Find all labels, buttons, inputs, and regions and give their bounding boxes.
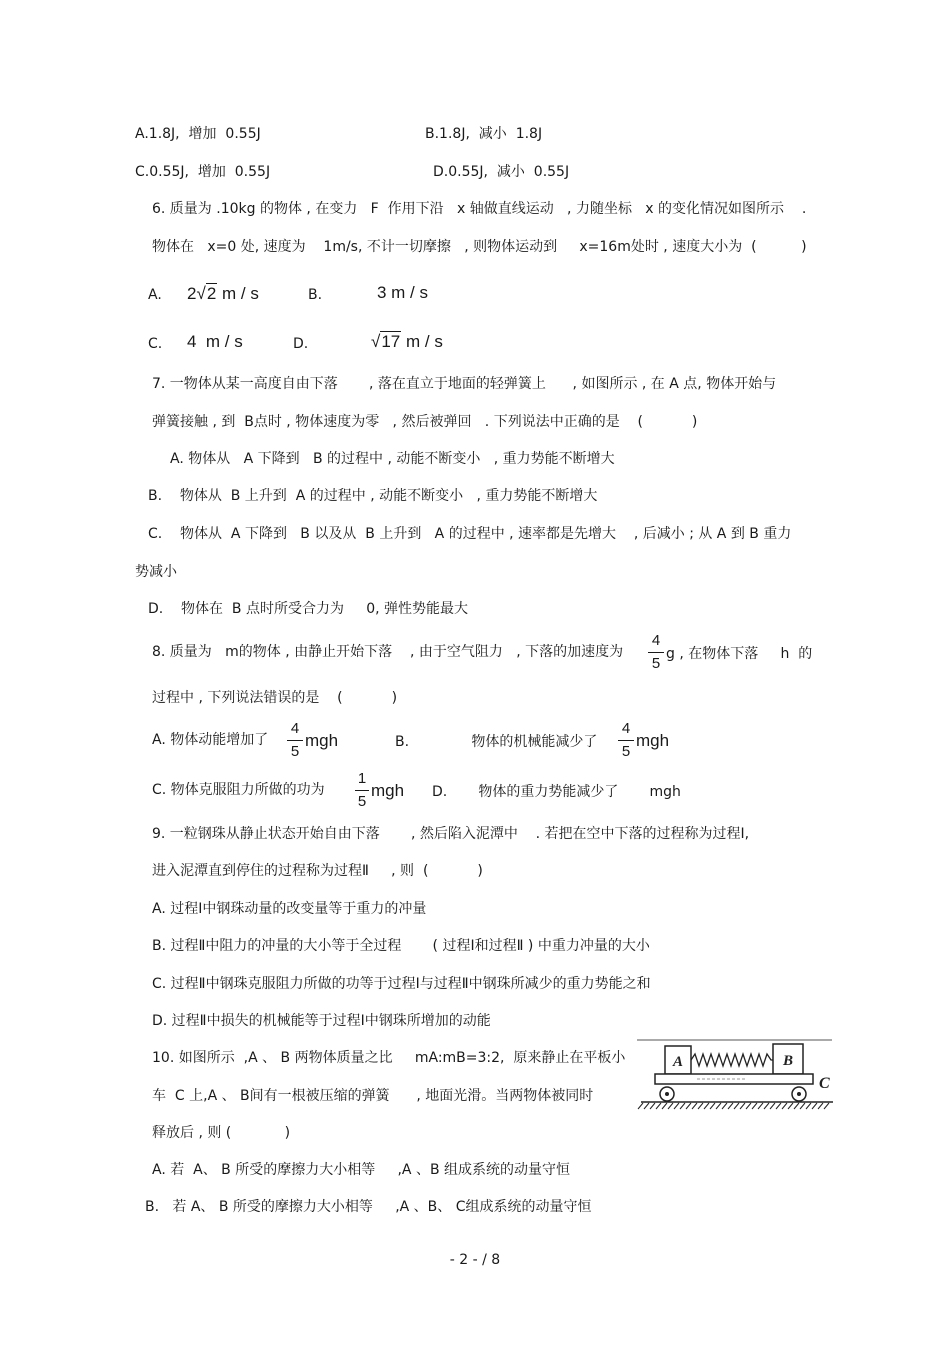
hatch-line [638,1103,643,1109]
q8-accel-fraction [648,632,664,673]
block-a-label: A [672,1054,684,1070]
hatch-line [788,1103,793,1109]
q6-option-a-radicand: 2 [206,284,217,303]
fraction-denominator: 5 [290,743,300,760]
q8-option-c-text: C. 物体克服阻力所做的功为 [152,782,325,798]
q6-option-b-value: 3 m / s [377,283,429,302]
hatch-line [662,1103,667,1109]
q9-option-a: A. 过程Ⅰ中钢珠动量的改变量等于重力的冲量 [152,901,427,917]
q8-option-c-unit: mgh [371,781,405,800]
hatch-line [740,1103,745,1109]
q8-option-b-text: B. 物体的机械能减少了 [395,734,598,750]
q10-stem-line1: 10. 如图所示 ,A 、 B 两物体质量之比 mA:mB=3:2, 原来静止在平板小 [152,1050,626,1066]
q8-option-b-unit: mgh [636,731,670,750]
q8-stem-line1-pre: 8. 质量为 m的物体 , 由静止开始下落 , 由于空气阻力 , 下落的加速度为 [152,644,624,660]
q10-stem-line2: 车 C 上,A 、 B间有一根被压缩的弹簧 , 地面光滑。当两物体被同时 [152,1088,594,1104]
q8-option-a-unit: mgh [305,731,339,750]
hatch-line [746,1103,751,1109]
q7-option-c-line1: C. 物体从 A 下降到 B 以及从 B 上升到 A 的过程中 , 速率都是先增大 , 后减小 ; 从 A 到 B 重力 [148,526,792,542]
wheel-left-hub [665,1092,669,1096]
fraction-numerator: 4 [290,720,300,737]
sqrt-icon: √ [371,332,381,351]
q6-stem-line2: 物体在 x=0 处, 速度为 1m/s, 不计一切摩擦 , 则物体运动到 x=16m处时 , 速度大小为 ( ) [152,239,807,255]
hatch-line [680,1103,685,1109]
hatch-line [644,1103,649,1109]
spring [691,1054,773,1066]
hatch-line [800,1103,805,1109]
q6-option-d-label: D. [293,336,309,352]
cart-label: C [819,1075,830,1092]
q6-option-a-unit: m / s [217,284,259,303]
q7-stem-line1: 7. 一物体从某一高度自由下落 , 落在直立于地面的轻弹簧上 , 如图所示 , 在 A 点, 物体开始与 [152,376,777,392]
q10-option-b: B. 若 A、 B 所受的摩擦力大小相等 ,A 、B、 C组成系统的动量守恒 [145,1199,592,1215]
q6-option-c-label: C. [148,336,163,352]
q6-option-a-value [187,283,259,304]
hatch-line [710,1103,715,1109]
q9-option-d: D. 过程Ⅱ中损失的机械能等于过程Ⅰ中钢珠所增加的动能 [152,1013,491,1029]
fraction-denominator: 5 [621,743,631,760]
q6-option-b-label: B. [308,287,323,303]
q5-option-b: B.1.8J, 减小 1.8J [425,126,543,142]
q10-option-a: A. 若 A、 B 所受的摩擦力大小相等 ,A 、B 组成系统的动量守恒 [152,1162,570,1178]
hatch-line [812,1103,817,1109]
hatch-line [752,1103,757,1109]
q10-stem-line3: 释放后 , 则 ( ) [152,1125,291,1141]
hatch-line [764,1103,769,1109]
hatch-line [674,1103,679,1109]
q6-option-a-label: A. [148,287,162,303]
hatch-line [704,1103,709,1109]
q8-option-b-fraction [618,720,634,761]
hatch-line [758,1103,763,1109]
hatch-line [716,1103,721,1109]
q5-option-d: D.0.55J, 减小 0.55J [433,164,570,180]
ground-hatching [638,1103,829,1109]
q8-stem-line1-post: g , 在物体下落 h 的 [666,646,813,662]
wheel-right-hub [797,1092,801,1096]
page-number: - 2 - / 8 [449,1252,501,1268]
q8-stem-line2: 过程中 , 下列说法错误的是 ( ) [152,690,398,706]
hatch-line [650,1103,655,1109]
q6-option-d-unit: m / s [401,332,443,351]
q9-stem-line2: 进入泥潭直到停住的过程称为过程Ⅱ , 则 ( ) [152,863,483,879]
q6-option-c-value: 4 m / s [187,332,243,351]
hatch-line [656,1103,661,1109]
q9-option-b: B. 过程Ⅱ中阻力的冲量的大小等于全过程 ( 过程Ⅰ和过程Ⅱ ) 中重力冲量的大小 [152,938,650,954]
hatch-line [794,1103,799,1109]
hatch-line [722,1103,727,1109]
hatch-line [686,1103,691,1109]
hatch-line [698,1103,703,1109]
q7-option-c-line2: 势减小 [135,564,177,580]
fraction-numerator: 1 [357,770,367,787]
q7-option-d: D. 物体在 B 点时所受合力为 0, 弹性势能最大 [148,601,469,617]
q9-option-c: C. 过程Ⅱ中钢珠克服阻力所做的功等于过程Ⅰ与过程Ⅱ中钢珠所减少的重力势能之和 [152,976,651,992]
hatch-line [692,1103,697,1109]
fraction-denominator: 5 [357,793,367,810]
hatch-line [776,1103,781,1109]
q9-stem-line1: 9. 一粒钢珠从静止状态开始自由下落 , 然后陷入泥潭中 . 若把在空中下落的过程称为过程Ⅰ, [152,826,750,842]
hatch-line [782,1103,787,1109]
fraction-numerator: 4 [621,720,631,737]
hatch-line [818,1103,823,1109]
q5-option-a: A.1.8J, 增加 0.55J [135,126,261,142]
fraction-numerator: 4 [651,632,661,649]
q8-option-a-text: A. 物体动能增加了 [152,732,269,748]
q7-stem-line2: 弹簧接触 , 到 B点时 , 物体速度为零 , 然后被弹回 . 下列说法中正确的是 ( ) [152,414,698,430]
sqrt-icon: √ [196,284,206,303]
cart-spring-figure [637,1038,837,1114]
hatch-line [728,1103,733,1109]
hatch-line [806,1103,811,1109]
hatch-line [668,1103,673,1109]
hatch-line [770,1103,775,1109]
q8-option-a-fraction [287,720,303,761]
q8-option-d: D. 物体的重力势能减少了 mgh [432,784,681,800]
q6-option-d-radicand: 17 [381,332,401,351]
q6-stem-line1: 6. 质量为 .10kg 的物体 , 在变力 F 作用下沿 x 轴做直线运动 , 力随坐标 x 的变化情况如图所示 . [152,201,807,217]
q5-option-c: C.0.55J, 增加 0.55J [135,164,271,180]
q6-option-a-coef: 2 [187,284,197,303]
hatch-line [824,1103,829,1109]
q6-option-d-value [371,331,443,352]
q7-option-b: B. 物体从 B 上升到 A 的过程中 , 动能不断变小 , 重力势能不断增大 [148,488,598,504]
fraction-denominator: 5 [651,655,661,672]
q8-option-c-fraction [355,770,369,811]
block-b-label: B [782,1053,794,1069]
q7-option-a: A. 物体从 A 下降到 B 的过程中 , 动能不断变小 , 重力势能不断增大 [170,451,615,467]
hatch-line [734,1103,739,1109]
